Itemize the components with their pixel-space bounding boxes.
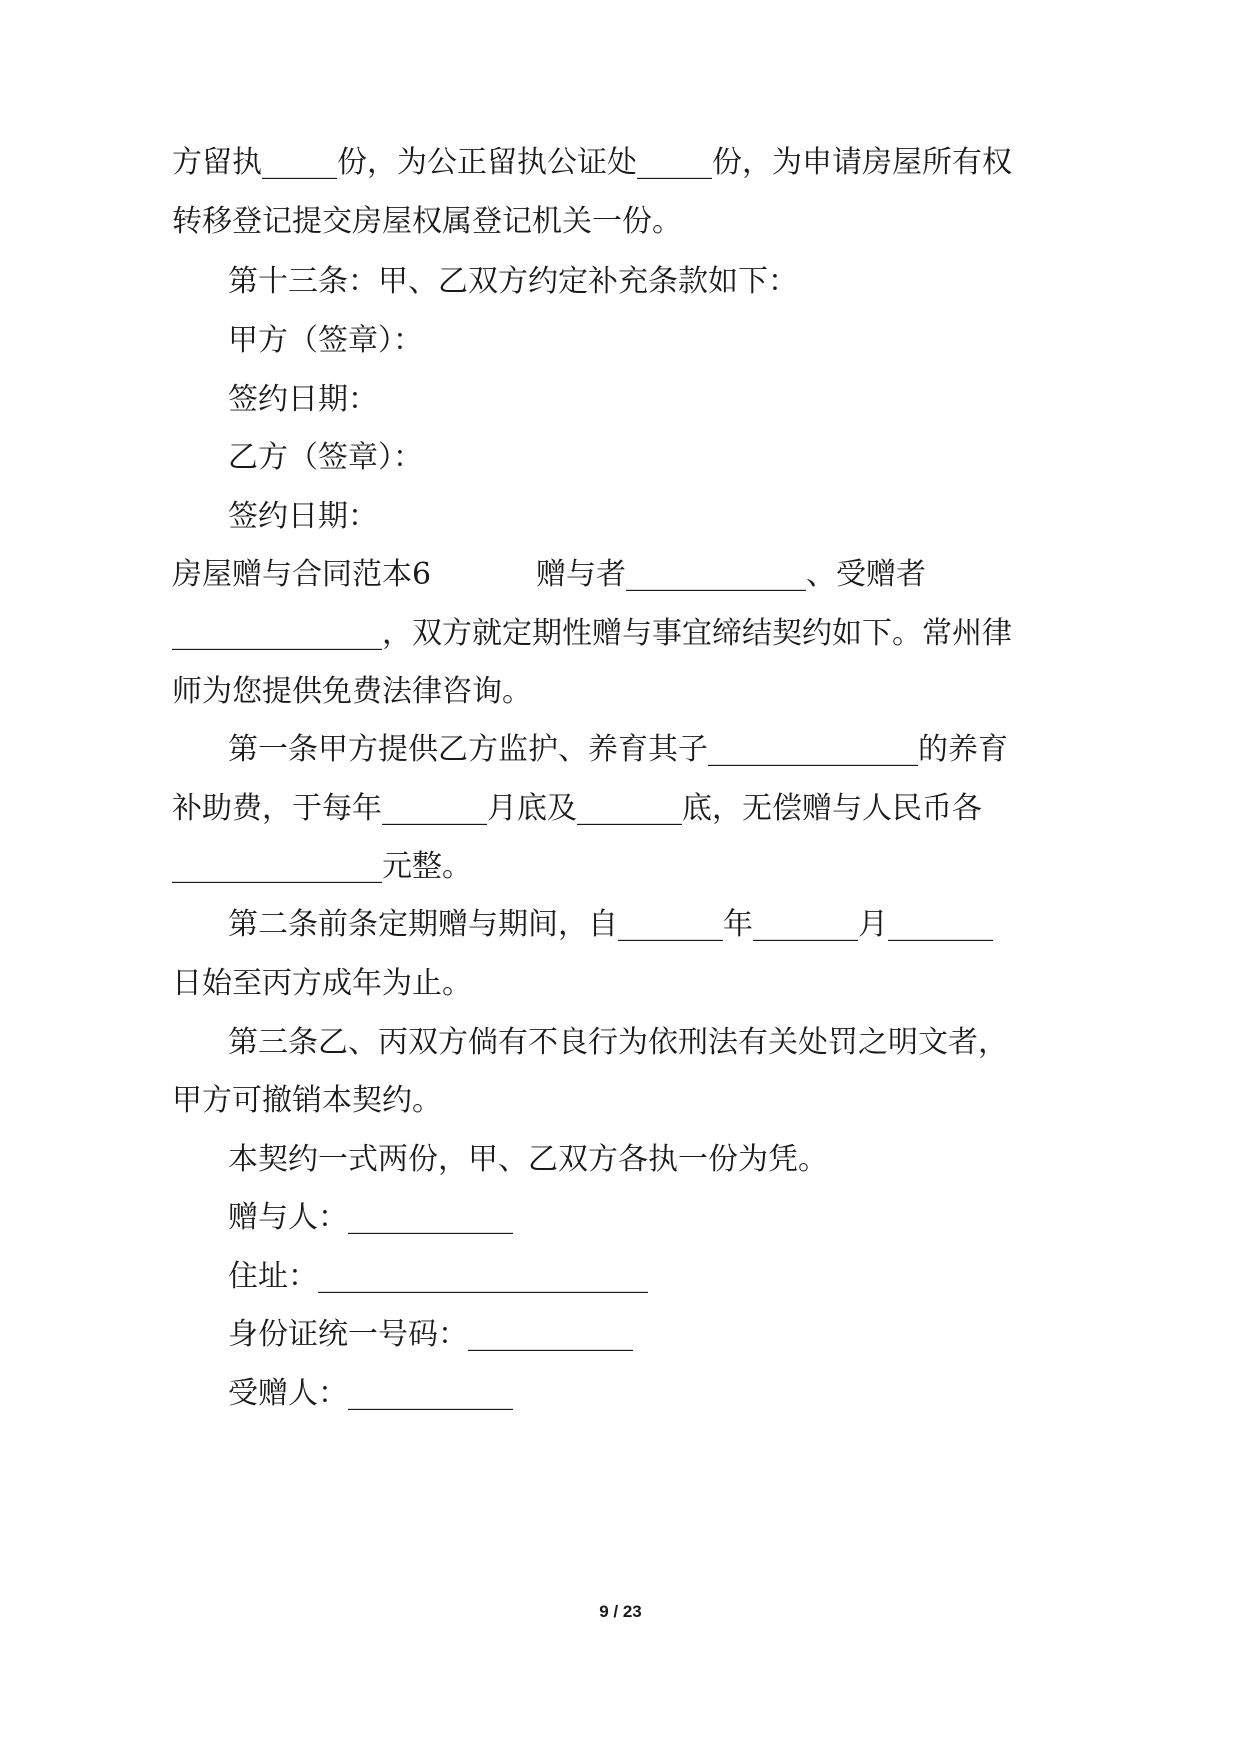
id-number-label: 身份证统一号码：___________ <box>228 1317 633 1352</box>
signing-date-label: 签约日期： <box>228 499 378 534</box>
text-line: 赠与者____________、受赠者 <box>536 557 926 592</box>
text-line: 转移登记提交房屋权属登记机关一份。 <box>172 204 682 239</box>
text-line: _ _ _ _ _ _ _ _ _ _ _ _ _ _ ， 双 方 就 定 期 性 赠 与 事 宜 缔 结 契 约 如 下 。 常 州 律 <box>172 616 1012 651</box>
text-line: ______________元整。 <box>172 849 472 884</box>
party-b-signature-label: 乙方（签章）： <box>228 440 423 475</box>
copies-clause: 本契约一式两份，甲、乙双方各执一份为凭。 <box>228 1142 828 1177</box>
party-a-signature-label: 甲方（签章）： <box>228 323 423 358</box>
contract-title: 房屋赠与合同范本6 <box>172 557 432 592</box>
clause-3: 第 三 条 乙 、 丙 双 方 倘 有 不 良 行 为 依 刑 法 有 关 处 罚 之 明 文 者 ， <box>228 1025 1008 1060</box>
clause-2: 第 二 条 前 条 定 期 赠 与 期 间 ， 自 _ _ _ _ _ _ _ 年 _ _ _ _ _ _ _ 月 _ _ _ _ _ _ _ <box>228 907 993 942</box>
text-line: 补 助 费 ， 于 每 年 _ _ _ _ _ _ _ 月 底 及 _ _ _ _ _ _ _ 底 ， 无 偿 赠 与 人 民 币 各 <box>172 791 982 826</box>
clause-heading: 第十三条：甲、乙双方约定补充条款如下： <box>228 264 798 299</box>
signing-date-label: 签约日期： <box>228 382 378 417</box>
donee-label: 受赠人：___________ <box>228 1376 513 1411</box>
donor-label: 赠与人：___________ <box>228 1200 513 1235</box>
clause-1: 第 一 条 甲 方 提 供 乙 方 监 护 、 养 育 其 子 _ _ _ _ _ _ _ _ _ _ _ _ _ _ 的 养 育 <box>228 732 1008 767</box>
page-number: 9 / 23 <box>599 1602 642 1621</box>
text-line: 方 留 执 _ _ _ _ _ 份 ， 为 公 正 留 执 公 证 处 _ _ _ _ _ 份 ， 为 申 请 房 屋 所 有 权 <box>172 145 1012 180</box>
address-label: 住址：______________________ <box>228 1259 648 1294</box>
text-line: 甲方可撤销本契约。 <box>172 1083 442 1118</box>
text-line: 师为您提供免费法律咨询。 <box>172 674 532 709</box>
text-line: 日始至丙方成年为止。 <box>172 966 472 1001</box>
